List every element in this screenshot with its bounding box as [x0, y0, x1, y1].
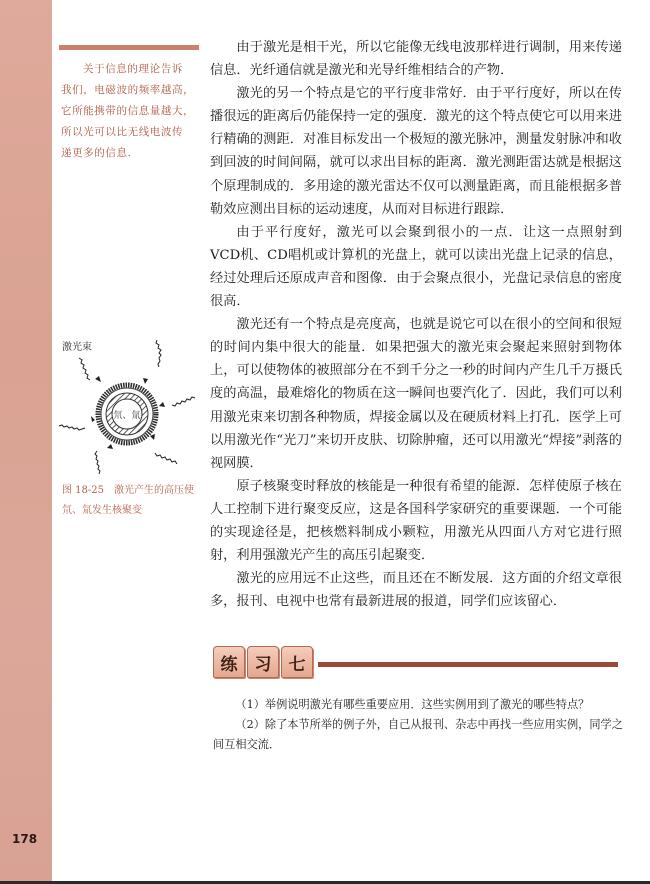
margin-note-line: 它所能携带的信息量越大， — [61, 105, 195, 117]
paragraph: 激光的应用远不止这些，而且还在不断发展．这方面的介绍文章很多，报刊、电视中也常有最新进展的报道，同学们应该留心． — [210, 571, 622, 610]
paragraph: 由于平行度好，激光可以会聚到很小的一点．让这一点照射到VCD机、CD唱机或计算机的光盘上，就可以读出光盘上记录的信息，经过处理后还原成声音和图像．由于会聚点很小，光盘记录信息的密度很高． — [210, 224, 622, 310]
svg-text:氘、氚: 氘、氚 — [113, 411, 141, 421]
margin-note-line: 所以光可以比无线电波传 — [61, 126, 184, 138]
exercise-item: （2）除了本节所举的例子外，自己从报刊、杂志中再找一些应用实例，同学之间互相交流． — [213, 718, 623, 751]
margin-color-strip — [0, 0, 52, 884]
figure-caption — [62, 481, 207, 521]
exercise-title-char: 习 — [247, 646, 279, 678]
fusion-diagram — [57, 336, 197, 476]
page-number: 178 — [12, 832, 38, 846]
exercise-title-char: 七 — [281, 646, 313, 678]
paragraph: 由于激光是相干光，所以它能像无线电波那样进行调制，用来传递信息．光纤通信就是激光和光导纤维相结合的产物． — [210, 40, 622, 79]
laser-beam-label: 激光束 — [62, 342, 92, 353]
exercise-title-char: 练 — [213, 646, 245, 678]
figure-caption-line: 氘、氚发生核聚变 — [62, 505, 142, 516]
exercise-heading-rule — [318, 662, 618, 667]
exercise-list — [213, 695, 623, 755]
main-body-text — [210, 36, 622, 613]
paragraph: 激光的另一个特点是它的平行度非常好．由于平行度好，所以在传播很远的距离后仍能保持一定的强度．激光的这个特点使它可以用来进行精确的测距．对准目标发出一个极短的激光脉冲，测量发射脉冲和收到回波的时间间隔，就可以求出目标的距离．激光测距雷达就是根据这个原理制成的．多用途的激光雷达不仅可以测量距离，而且能根据多普勒效应测出目标的运动速度，从而对目标进行跟踪． — [210, 86, 622, 217]
figure-caption-line: 图 18-25 激光产生的高压使 — [62, 485, 195, 496]
margin-note-line: 递更多的信息. — [61, 147, 132, 159]
margin-note — [61, 59, 199, 164]
margin-note-line: 关于信息的理论告诉 — [83, 63, 183, 75]
margin-note-rule — [59, 45, 199, 50]
laser-fusion-illustration-icon — [57, 336, 197, 476]
paragraph: 激光还有一个特点是亮度高，也就是说它可以在很小的空间和很短的时间内集中很大的能量．如果把强大的激光束会聚起来照射到物体上，可以使物体的被照部分在不到千分之一秒的时间内产生几千万摄氏度的高温，最难熔化的物质在这一瞬间也要汽化了．因此，我们可以利用激光束来切割各种物质，焊接金属以及在硬质材料上打孔．医学上可以用激光作“光刀”来切开皮肤、切除肿瘤，还可以用激光“焊接”剥落的视网膜． — [210, 317, 622, 471]
exercise-heading — [213, 646, 608, 686]
paragraph: 原子核聚变时释放的核能是一种很有希望的能源．怎样使原子核在人工控制下进行聚变反应，这是各国科学家研究的重要课题．一个可能的实现途径是，把核燃料制成小颗粒，用激光从四面八方对它进行照射，利用强激光产生的高压引起聚变． — [210, 478, 622, 564]
exercise-item: （1）举例说明激光有哪些重要应用．这些实例用到了激光的哪些特点？ — [235, 698, 590, 711]
margin-note-line: 我们，电磁波的频率越高， — [61, 84, 195, 96]
